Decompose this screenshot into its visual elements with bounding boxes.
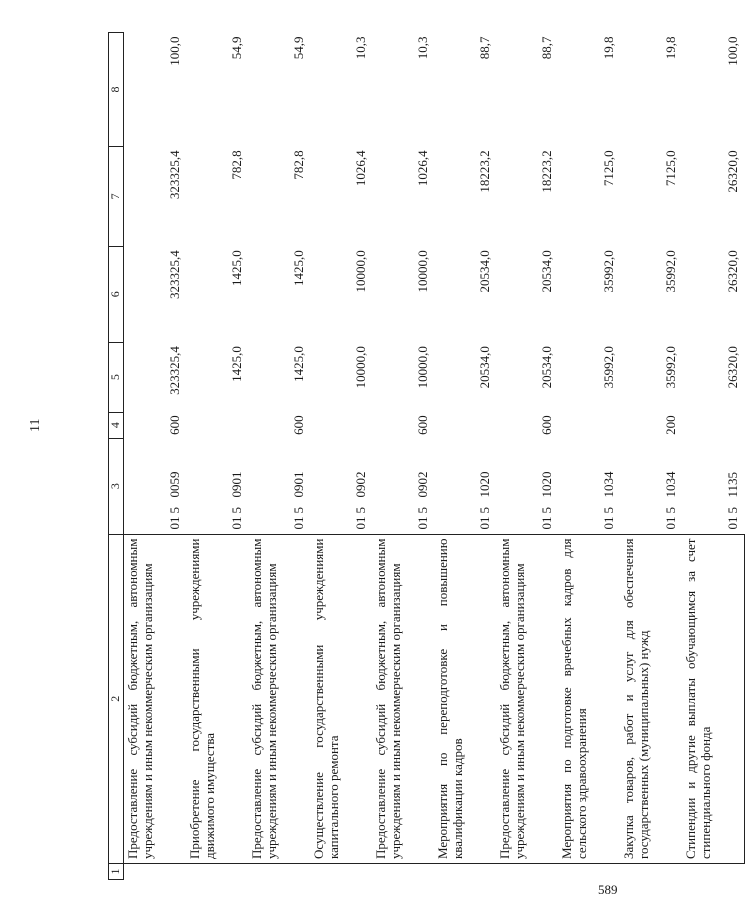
code-b: 5 bbox=[228, 507, 244, 514]
row-code bbox=[558, 438, 620, 534]
row-col-7: 1026,4 bbox=[352, 150, 368, 187]
row-col-8: 10,3 bbox=[414, 36, 430, 60]
row-col-7: 18223,2 bbox=[476, 150, 492, 193]
row-col-1 bbox=[310, 864, 372, 880]
table-row bbox=[434, 33, 496, 880]
row-col-1 bbox=[248, 864, 310, 880]
code-c: 1020 bbox=[538, 471, 554, 498]
row-col-6: 26320,0 bbox=[725, 250, 741, 293]
row-name: Закупка товаров, работ и услуг для обеспечения государственных (муниципальных) нужд bbox=[620, 534, 682, 864]
header-col-1: 1 bbox=[109, 864, 124, 880]
row-col-1 bbox=[558, 864, 620, 880]
row-col-7: 7125,0 bbox=[662, 150, 678, 187]
code-c: 0902 bbox=[352, 471, 368, 498]
row-code bbox=[682, 438, 745, 534]
row-col-7: 1026,4 bbox=[414, 150, 430, 187]
row-col-8: 19,8 bbox=[662, 36, 678, 60]
row-code bbox=[496, 438, 558, 534]
code-b: 5 bbox=[600, 507, 616, 514]
row-col-8: 100,0 bbox=[166, 36, 182, 66]
code-a: 01 bbox=[538, 516, 554, 530]
row-name: Предоставление субсидий бюджетным, автономным учреждениям и иным некоммерческим организациям bbox=[372, 534, 434, 864]
table-row bbox=[496, 33, 558, 880]
row-name: Предоставление субсидий бюджетным, автономным учреждениям и иным некоммерческим организациям bbox=[248, 534, 310, 864]
row-col-6: 1425,0 bbox=[228, 250, 244, 287]
row-col-1 bbox=[682, 864, 745, 880]
row-col-5: 1425,0 bbox=[228, 346, 244, 382]
table-row bbox=[620, 33, 682, 880]
row-col-4 bbox=[558, 412, 620, 438]
row-col-7: 782,8 bbox=[290, 150, 306, 180]
row-name: Предоставление субсидий бюджетным, автономным учреждениям и иным некоммерческим организациям bbox=[123, 534, 186, 864]
code-a: 01 bbox=[600, 516, 616, 530]
row-col-4: 600 bbox=[538, 415, 554, 435]
row-code bbox=[434, 438, 496, 534]
row-col-4: 600 bbox=[414, 415, 430, 435]
header-col-4: 4 bbox=[109, 412, 124, 438]
header-col-2: 2 bbox=[109, 534, 124, 864]
row-col-5: 20534,0 bbox=[538, 346, 554, 389]
row-col-5: 10000,0 bbox=[414, 346, 430, 389]
row-code bbox=[372, 438, 434, 534]
row-col-6: 10000,0 bbox=[414, 250, 430, 293]
row-col-5: 26320,0 bbox=[725, 346, 741, 389]
table-row bbox=[186, 33, 248, 880]
code-c: 1020 bbox=[476, 471, 492, 498]
table-row bbox=[248, 33, 310, 880]
row-col-4 bbox=[434, 412, 496, 438]
row-col-6: 35992,0 bbox=[662, 250, 678, 293]
row-col-6: 10000,0 bbox=[352, 250, 368, 293]
table-header-row bbox=[109, 33, 124, 880]
row-code bbox=[248, 438, 310, 534]
table-row bbox=[310, 33, 372, 880]
row-name: Мероприятия по переподготовке и повышению квалификации кадров bbox=[434, 534, 496, 864]
row-col-4: 600 bbox=[166, 415, 182, 435]
header-col-5: 5 bbox=[109, 342, 124, 412]
row-col-8: 100,0 bbox=[725, 36, 741, 66]
header-col-3: 3 bbox=[109, 438, 124, 534]
code-a: 01 bbox=[290, 516, 306, 530]
row-code bbox=[123, 438, 186, 534]
code-a: 01 bbox=[352, 516, 368, 530]
row-col-1 bbox=[372, 864, 434, 880]
row-col-5: 35992,0 bbox=[662, 346, 678, 389]
budget-table-container bbox=[108, 32, 741, 880]
code-a: 01 bbox=[414, 516, 430, 530]
page-number-top: 11 bbox=[28, 418, 43, 432]
row-name: Приобретение государственными учреждениями движимого имущества bbox=[186, 534, 248, 864]
code-c: 1135 bbox=[725, 471, 741, 498]
header-col-8: 8 bbox=[109, 33, 124, 147]
row-name: Осуществление государственными учреждениями капитального ремонта bbox=[310, 534, 372, 864]
code-b: 5 bbox=[725, 507, 741, 514]
budget-table bbox=[108, 32, 745, 880]
row-col-8: 54,9 bbox=[228, 36, 244, 60]
row-col-5: 10000,0 bbox=[352, 346, 368, 389]
row-col-1 bbox=[186, 864, 248, 880]
row-col-1 bbox=[496, 864, 558, 880]
code-a: 01 bbox=[662, 516, 678, 530]
row-code bbox=[620, 438, 682, 534]
code-b: 5 bbox=[352, 507, 368, 514]
code-a: 01 bbox=[228, 516, 244, 530]
row-col-4 bbox=[682, 412, 745, 438]
code-b: 5 bbox=[166, 507, 182, 514]
code-b: 5 bbox=[476, 507, 492, 514]
row-col-1 bbox=[620, 864, 682, 880]
header-col-7: 7 bbox=[109, 146, 124, 246]
row-name: Предоставление субсидий бюджетным, автономным учреждениям и иным некоммерческим организациям bbox=[496, 534, 558, 864]
code-c: 0902 bbox=[414, 471, 430, 498]
code-c: 1034 bbox=[662, 471, 678, 498]
row-col-7: 18223,2 bbox=[538, 150, 554, 193]
table-row bbox=[372, 33, 434, 880]
row-col-6: 20534,0 bbox=[538, 250, 554, 293]
row-col-5: 323325,4 bbox=[166, 346, 182, 395]
row-col-7: 782,8 bbox=[228, 150, 244, 180]
row-code bbox=[310, 438, 372, 534]
row-col-6: 20534,0 bbox=[476, 250, 492, 293]
code-b: 5 bbox=[414, 507, 430, 514]
table-row bbox=[682, 33, 745, 880]
header-col-6: 6 bbox=[109, 246, 124, 342]
code-c: 0059 bbox=[166, 471, 182, 498]
row-name: Мероприятия по подготовке врачебных кадров для сельского здравоохранения bbox=[558, 534, 620, 864]
row-col-4 bbox=[186, 412, 248, 438]
row-col-8: 19,8 bbox=[600, 36, 616, 60]
row-col-8: 88,7 bbox=[538, 36, 554, 60]
table-row bbox=[558, 33, 620, 880]
code-a: 01 bbox=[476, 516, 492, 530]
row-col-8: 88,7 bbox=[476, 36, 492, 60]
row-col-1 bbox=[434, 864, 496, 880]
code-b: 5 bbox=[662, 507, 678, 514]
code-c: 0901 bbox=[228, 471, 244, 498]
table-row bbox=[123, 33, 186, 880]
row-col-5: 20534,0 bbox=[476, 346, 492, 389]
row-col-6: 1425,0 bbox=[290, 250, 306, 287]
row-col-8: 54,9 bbox=[290, 36, 306, 60]
row-col-1 bbox=[123, 864, 186, 880]
page-number-bottom: 589 bbox=[598, 882, 618, 897]
row-col-7: 7125,0 bbox=[600, 150, 616, 187]
row-col-4: 600 bbox=[290, 415, 306, 435]
row-col-5: 1425,0 bbox=[290, 346, 306, 382]
row-col-5: 35992,0 bbox=[600, 346, 616, 389]
code-c: 0901 bbox=[290, 471, 306, 498]
row-code bbox=[186, 438, 248, 534]
code-a: 01 bbox=[166, 516, 182, 530]
code-b: 5 bbox=[290, 507, 306, 514]
row-col-6: 323325,4 bbox=[166, 250, 182, 300]
code-a: 01 bbox=[725, 516, 741, 530]
row-col-4 bbox=[310, 412, 372, 438]
row-col-7: 323325,4 bbox=[166, 150, 182, 200]
row-col-6: 35992,0 bbox=[600, 250, 616, 293]
code-c: 1034 bbox=[600, 471, 616, 498]
row-col-8: 10,3 bbox=[352, 36, 368, 60]
row-col-7: 26320,0 bbox=[725, 150, 741, 193]
row-col-4: 200 bbox=[662, 415, 678, 435]
row-name: Стипендии и другие выплаты обучающимся за счет стипендиального фонда bbox=[682, 534, 745, 864]
code-b: 5 bbox=[538, 507, 554, 514]
